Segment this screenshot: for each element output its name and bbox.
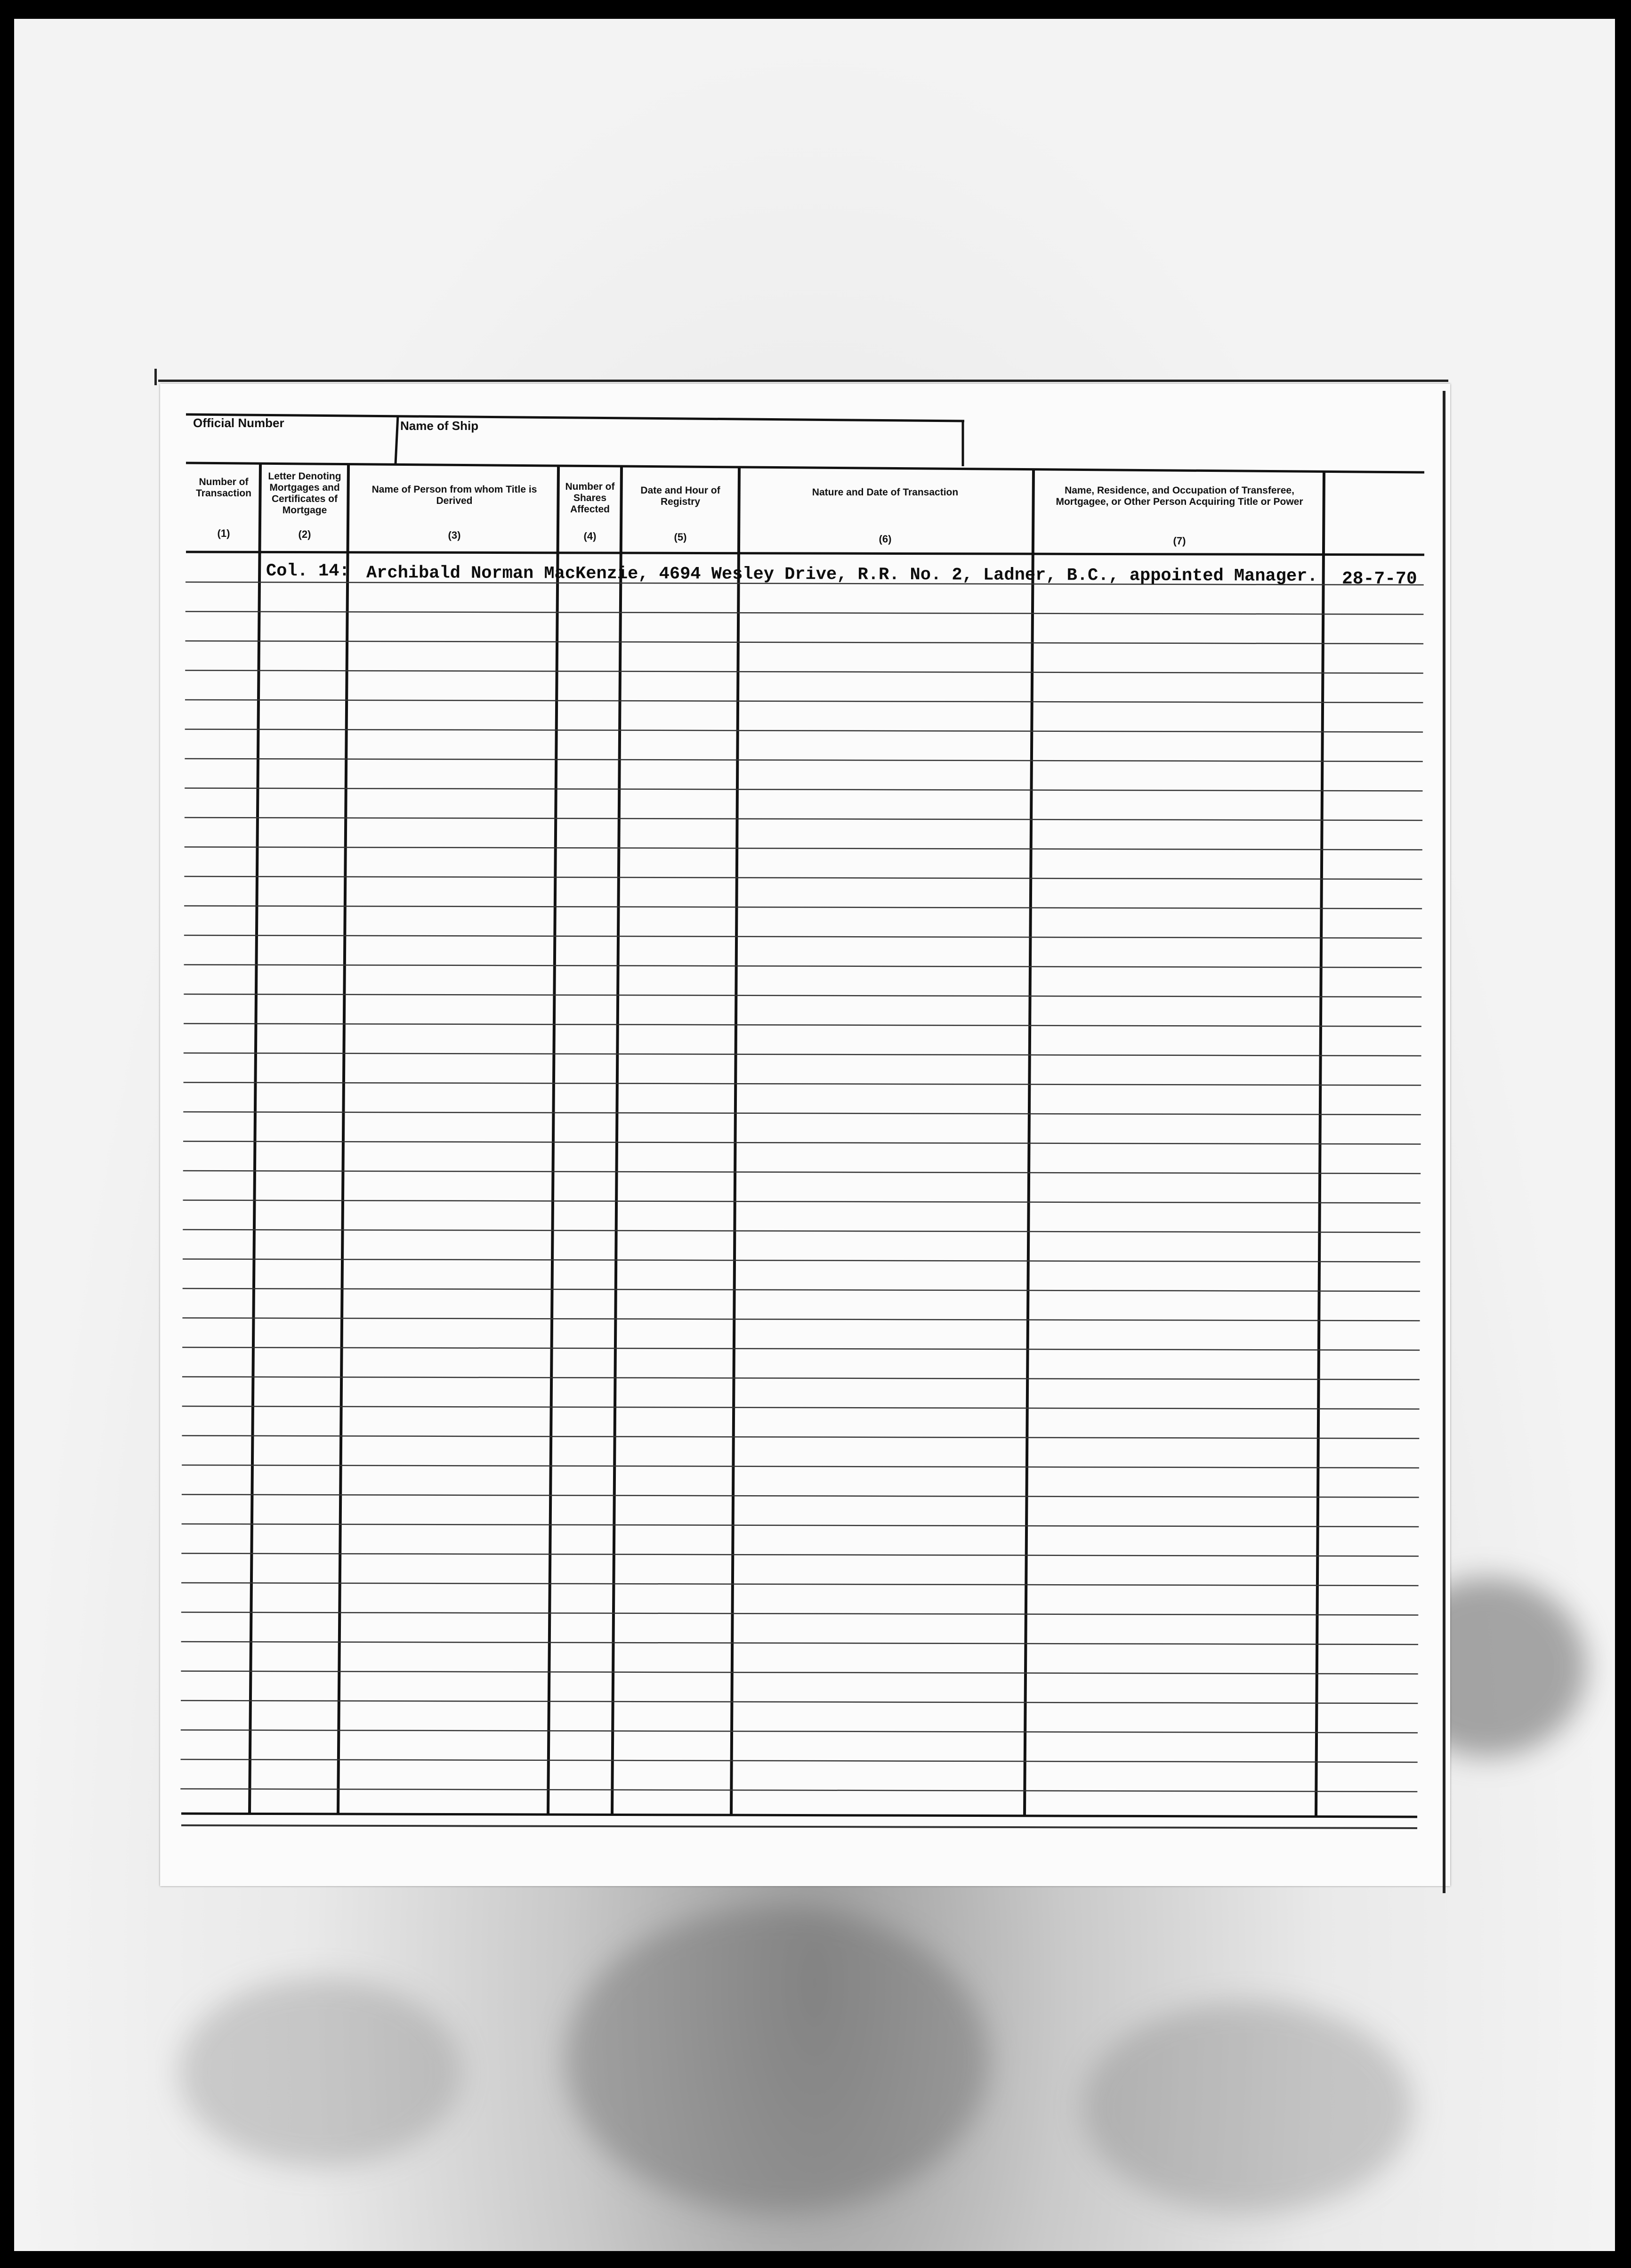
column-number: (5): [674, 531, 687, 543]
column-number: (7): [1173, 535, 1186, 547]
column-number: (3): [448, 529, 461, 541]
film-stain: [179, 1978, 461, 2166]
column-title: Date and Hour of Registry: [640, 485, 720, 508]
page-edge: [1443, 391, 1445, 1893]
column-title: Number of Shares Affected: [565, 481, 615, 515]
entry-text: Archibald Norman MacKenzie, 4694 Wesley Drive, R.R. No. 2, Ladner, B.C., appointed Manager.: [366, 563, 1318, 587]
film-stain: [1083, 2001, 1413, 2213]
column-title: Letter Denoting Mortgages and Certificates of Mortgage: [268, 471, 341, 516]
corner-mark: [154, 369, 157, 385]
column-title: Name, Residence, and Occupation of Transferee, Mortgagee, or Other Person Acquiring Title or Power: [1056, 485, 1303, 508]
column-title: Nature and Date of Transaction: [812, 487, 959, 498]
page-edge: [158, 380, 1448, 382]
column-title: Number of Transaction: [196, 477, 251, 499]
film-stain: [565, 1907, 989, 2213]
ship-name-label: Name of Ship: [400, 419, 479, 433]
column-number: (4): [583, 530, 597, 542]
entry-date: 28-7-70: [1342, 569, 1417, 589]
entry-column-reference: Col. 14:: [266, 561, 350, 581]
official-number-label: Official Number: [193, 416, 284, 430]
register-page: [160, 384, 1450, 1886]
column-number: (2): [298, 528, 311, 540]
column-number: (6): [879, 533, 892, 545]
column-number: (1): [217, 527, 230, 539]
column-title: Name of Person from whom Title is Derived: [371, 484, 537, 507]
